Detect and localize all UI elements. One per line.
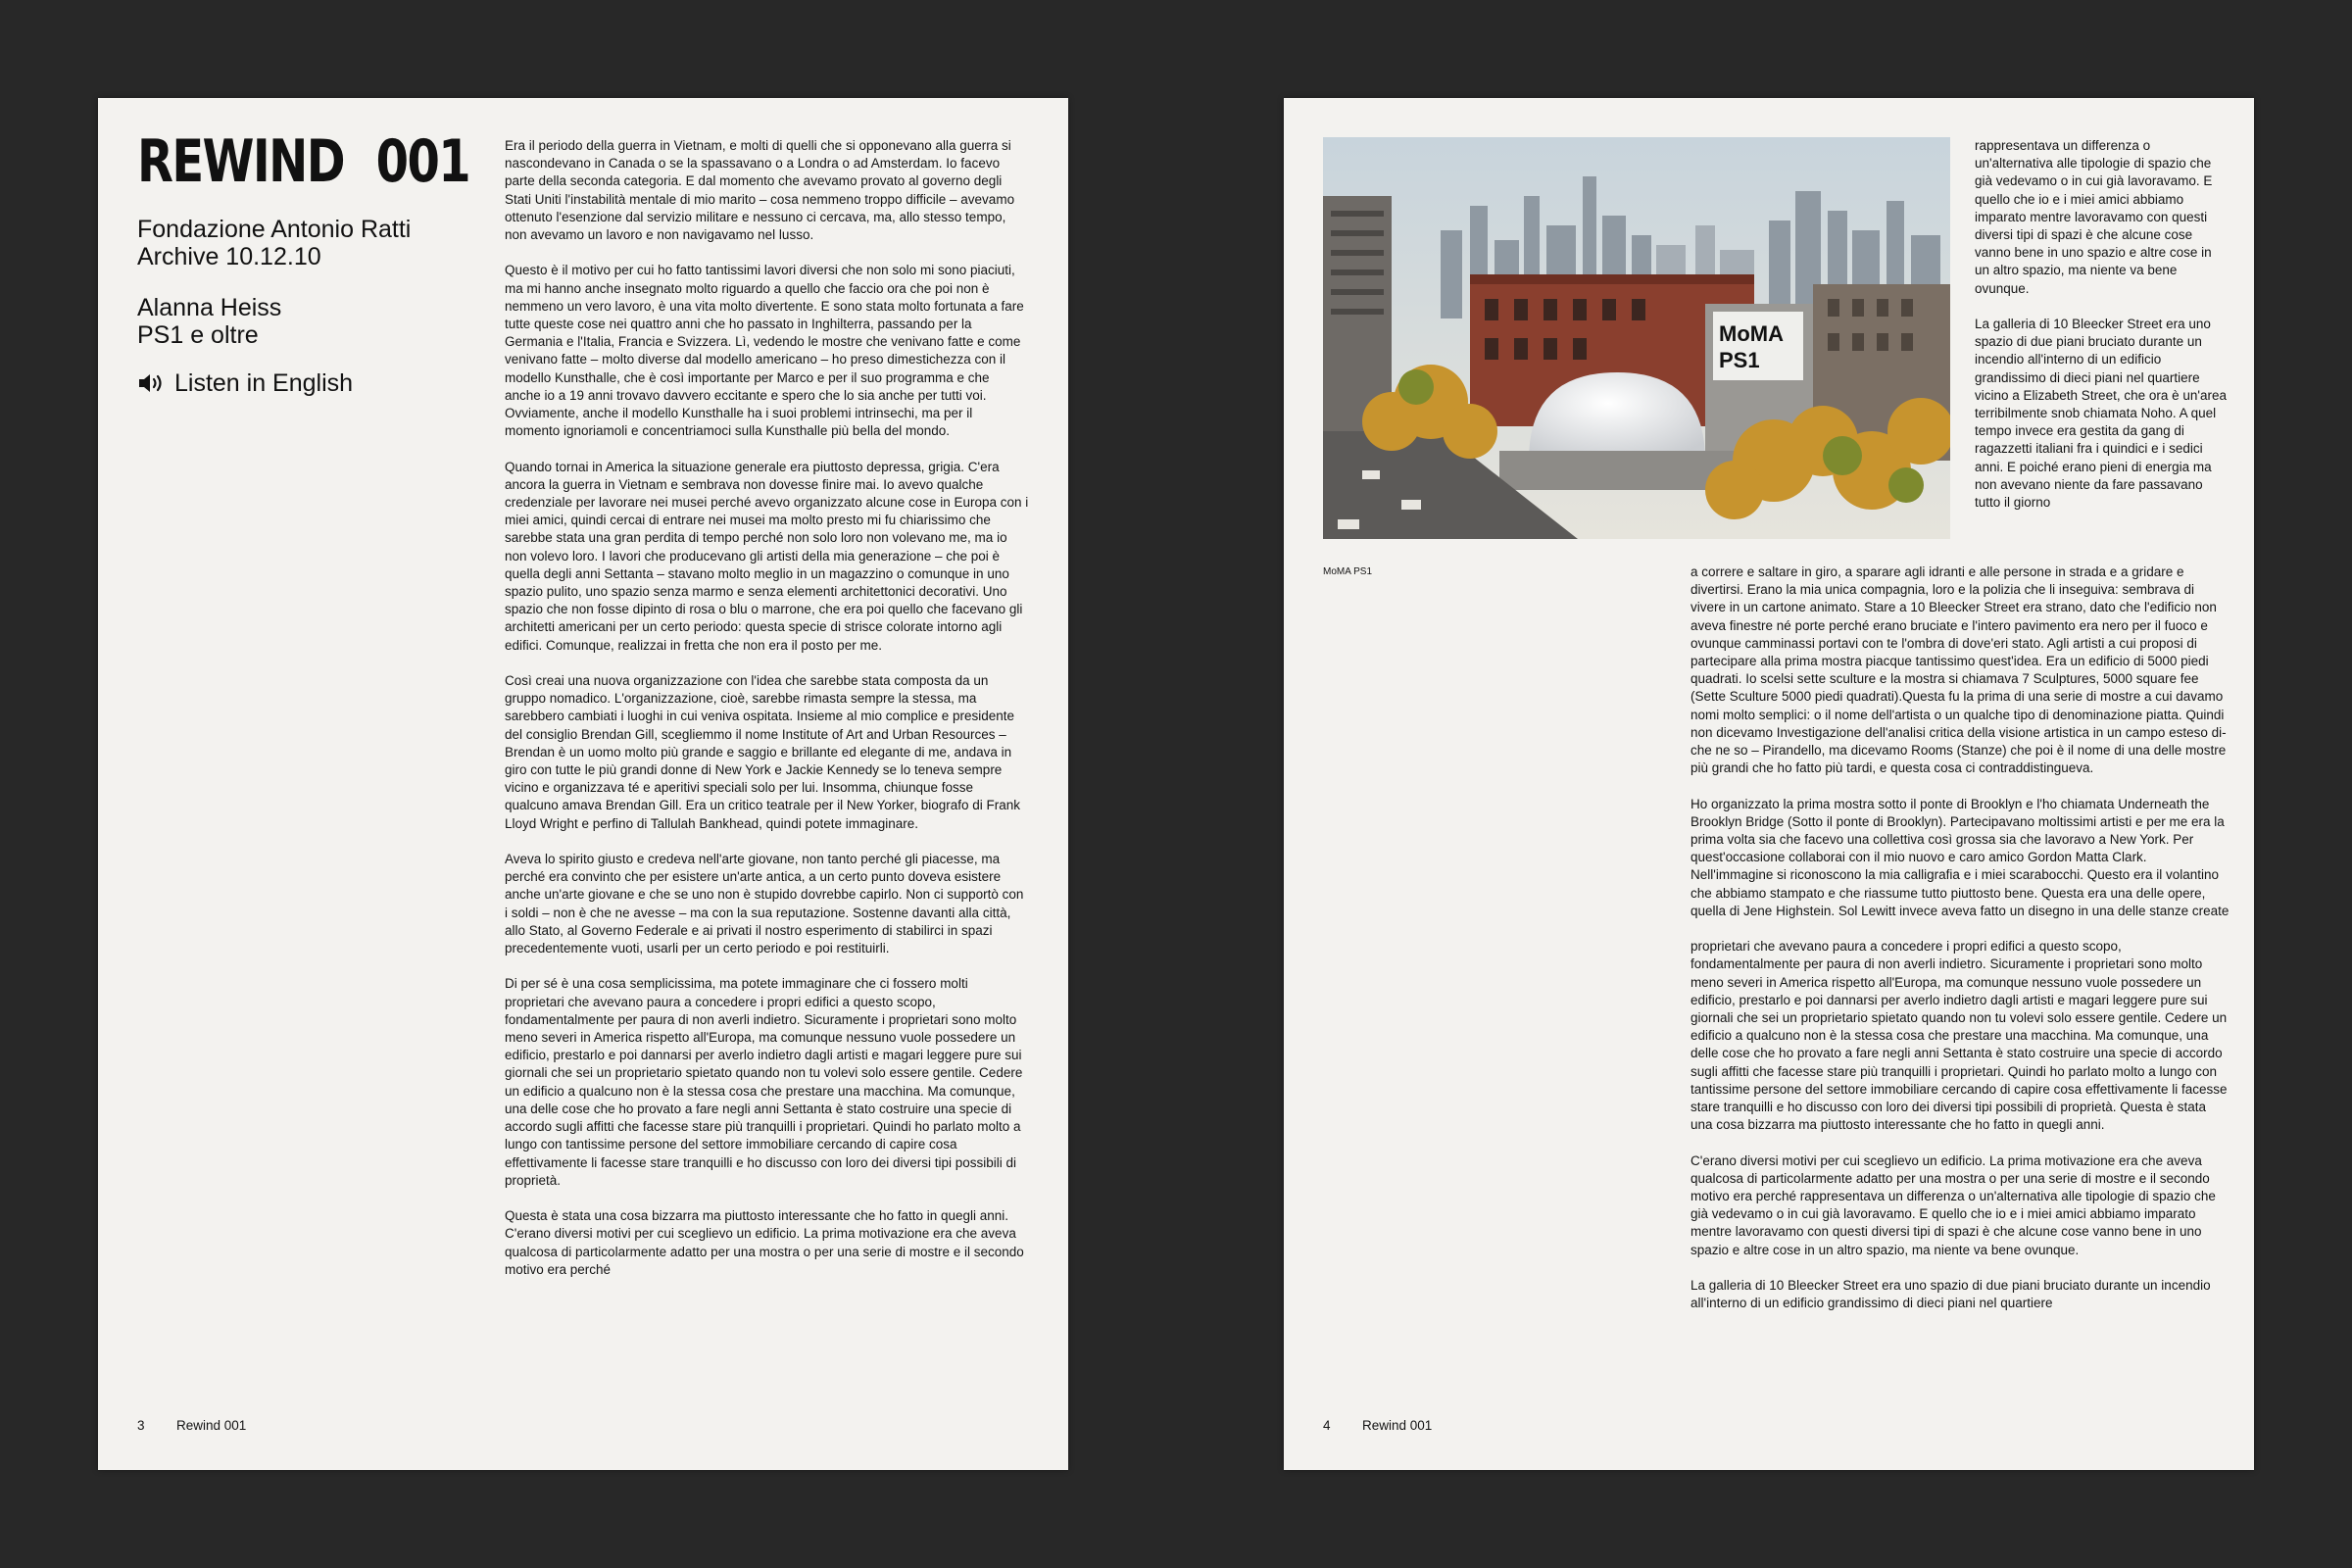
archive-date: Archive 10.12.10 — [137, 243, 321, 270]
body-paragraph: Questo è il motivo per cui ho fatto tantissimi lavori diversi che non solo mi sono piaciuti, ma mi hanno anche insegnato molto riguardo a quello che faccio ora che poi non è nemmeno un vero lavoro, è una vita molto divertente. E sono stata molto fortunata a fare tutte queste cose nei quattro anni che ho passato in Inghilterra, passando per la Germania e l'Italia, Francia e Svizzera. Lì, vedendo le mostre che venivano fatte e come venivano fatte – molto diverse dal modello americano – ho preso dimestichezza con il modello Kunsthalle, che è così importante per Marco e per il suo programma e che anche io a 19 anni trovavo davvero eccitante e spero che lo sia anche per tutti voi. Ovviamente, anche il modello Kunsthalle ha i suoi problemi intrinsechi, ma per il momento ignoriamoli e concentriamoci sulla Kunsthalle più bella del mondo. — [505, 263, 1024, 439]
moma-ps1-illustration — [1323, 137, 1950, 539]
talk-title: PS1 e oltre — [137, 321, 259, 349]
body-paragraph: Questa è stata una cosa bizzarra ma piuttosto interessante che ho fatto in quegli anni. C'erano diversi motivi per cui sceglievo un edificio. La prima motivazione era che aveva qualcosa di particolarmente adatto per una mostra o per una serie di mostre e il secondo motivo era perché — [505, 1208, 1024, 1277]
body-paragraph: Quando tornai in America la situazione generale era piuttosto depressa, grigia. C'era ancora la guerra in Vietnam e sembrava non dovesse finire mai. Io avevo qualche credenziale per lavorare nei musei perché avevo organizzato alcune cose in Europa con i miei amici, quindi cercai di entrare nei musei ma molto presto mi fu chiarissimo che sarebbe stata una gran perdita di tempo perché non solo loro non volevano me, ma io non volevo loro. I lavori che producevano gli artisti della mia generazione – che poi è quella degli anni Settanta – stavano molto meglio in un magazzino o comunque in uno spazio pulito, uno spazio senza marmo e senza elementi architettonici decorativi. Uno spazio che non fosse dipinto di rosa o blu o marrone, che era poi quello che facevano gli architetti americani per un certo periodo: questa specie di strisce colorate intorno agli edifici. Comunque, realizzai in fretta che non era il posto per me. — [505, 459, 1029, 653]
left-page — [98, 98, 1068, 1470]
body-paragraph: proprietari che avevano paura a concedere i propri edifici a questo scopo, fondamentalmente per paura di non averli indietro. Sicuramente i proprietari sono molto meno severi in America rispetto all'Europa, ma comunque nessuno vuole possedere un edificio, prestarlo e poi dannarsi per averlo indietro dagli artisti e magari leggere pure sui giornali che sei un proprietario spietato quando non tu volevi solo essere gentile. Cedere un edificio a qualcuno non è la stessa cosa che prestare una macchina. Ma comunque, una delle cose che ho provato a fare negli anni Settanta è stato costruire una specie di accordo sugli affitti che facesse stare più tranquilli i proprietari. Quindi ho parlato molto a lungo con tantissime persone del settore immobiliare cercando di capire cosa effettivamente li facesse stare tranquilli e ho discusso con loro dei diversi tipi possibili di proprietà. Questa è stata una cosa bizzarra ma piuttosto interessante che ho fatto in quegli anni. — [1690, 939, 2228, 1133]
running-title: Rewind 001 — [176, 1418, 247, 1433]
moma-ps1-photo — [1323, 137, 1950, 539]
photo-caption: MoMA PS1 — [1323, 566, 1373, 577]
body-paragraph: Così creai una nuova organizzazione con l'idea che sarebbe stata composta da un gruppo nomadico. L'organizzazione, cioè, sarebbe rimasta sempre la stessa, ma sarebbero cambiati i luoghi in cui veniva ospitata. Insieme al mio complice e presidente del consiglio Brendan Gill, scegliemmo il nome Institute of Art and Urban Resources – Brendan è un uomo molto più grande e saggio e brillante ed elegante di me, andava in giro con tutte le più grandi donne di New York e Jackie Kennedy se lo teneva sempre vicino e organizzava té e aperitivi speciali solo per lui. Insomma, chiunque fosse qualcuno amava Brendan Gill. Era un critico teatrale per il New Yorker, biografo di Frank Lloyd Wright e perfino di Tallulah Bankhead, quindi potete immaginare. — [505, 673, 1021, 831]
body-paragraph: Di per sé è una cosa semplicissima, ma potete immaginare che ci fossero molti proprietari che avevano paura a concedere i propri edifici a questo scopo, fondamentalmente per paura di non averli indietro. Sicuramente i proprietari sono molto meno severi in America rispetto all'Europa, ma comunque nessuno vuole possedere un edificio, prestarlo e poi dannarsi per averlo indietro dagli artisti e magari leggere pure sui giornali che sei un proprietario spietato quando non tu volevi solo essere gentile. Cedere un edificio a qualcuno non è la stessa cosa che prestare una macchina. Ma comunque, una delle cose che ho provato a fare negli anni Settanta è stato costruire una specie di accordo sugli affitti che facesse stare più tranquilli i proprietari. Quindi ho parlato molto a lungo con tantissime persone del settore immobiliare cercando di capire cosa effettivamente li facesse stare tranquilli e ho discusso con loro dei diversi tipi possibili di proprietà. — [505, 976, 1023, 1188]
right-body-column — [1690, 564, 2230, 1426]
body-paragraph: Aveva lo spirito giusto e credeva nell'arte giovane, non tanto perché gli piacesse, ma perché era convinto che per esistere un'arte antica, a un certo punto doveva esistere anche un'arte giovane e che se uno non è stupido dovrebbe capirlo. Non ci supportò con i soldi – non è che ne avesse – ma con la sua reputazione. Sostenne davanti alla città, allo Stato, al Governo Federale e ai privati il nostro esperimento di stabilirci in spazi precedentemente vuoti, usarli per un certo periodo e poi restituirli. — [505, 852, 1024, 956]
left-body-column — [505, 137, 1029, 1421]
running-title: Rewind 001 — [1362, 1418, 1433, 1433]
sign-moma: MoMA — [1719, 321, 1784, 346]
narrow-body-column — [1975, 137, 2230, 564]
body-paragraph: rappresentava un differenza o un'alternativa alle tipologie di spazio che già vedevamo o in cui già lavoravamo. E quello che io e i miei amici abbiamo imparato mentre lavoravamo con questi diversi tipi di spazi è che alcune cose vanno bene in uno spazio e altre cose in un altro spazio, ma niente va bene ovunque. — [1975, 138, 2213, 296]
body-paragraph: Era il periodo della guerra in Vietnam, e molti di quelli che si opponevano alla guerra si nascondevano in Canada o se la spassavano o a Londra o ad Amsterdam. Io facevo parte della seconda categoria. E dal momento che avevamo provato al governo degli Stati Uniti l'instabilità mentale di mio marito – cosa nemmeno troppo difficile – avevamo ottenuto l'esenzione dal servizio militare e nessuno ci cercava, ma, allo stesso tempo, non avevamo un lavoro e non navigavamo nel lusso. — [505, 138, 1015, 243]
body-paragraph: C'erano diversi motivi per cui sceglievo un edificio. La prima motivazione era che aveva qualcosa di particolarmente adatto per una mostra o per una serie di mostre e il secondo motivo era perché rappresentava un differenza o un'alternativa alle tipologie di spazio che già vedevamo o in cui già lavoravamo. E quello che io e i miei amici abbiamo imparato mentre lavoravamo con questi diversi tipi di spazi è che alcune cose vanno bene in uno spazio e altre cose in un altro spazio, ma niente va bene ovunque. — [1690, 1152, 2216, 1257]
author-info — [137, 294, 281, 349]
body-paragraph: La galleria di 10 Bleecker Street era uno spazio di due piani bruciato durante un incendio all'interno di un edificio grandissimo di dieci piani nel quartiere vicino a Elizabeth Street, che ora è un'area terribilmente snob chiamata Noho. A quel tempo invece era gestita da gang di ragazzetti italiani fra i quindici e i sedici anni. E poiché erano pieni di energia ma non avevano niente da fare passavano tutto il giorno — [1975, 317, 2227, 511]
archive-foundation: Fondazione Antonio Ratti — [137, 216, 412, 243]
listen-in-english-link[interactable] — [137, 369, 353, 397]
body-paragraph: La galleria di 10 Bleecker Street era uno spazio di due piani bruciato durante un incendio all'interno di un edificio grandissimo di dieci piani nel quartiere — [1690, 1278, 2211, 1311]
page-number: 3 — [137, 1418, 145, 1433]
archive-info — [137, 216, 411, 270]
listen-label: Listen in English — [174, 369, 354, 397]
page-number: 4 — [1323, 1418, 1331, 1433]
body-paragraph: a correre e saltare in giro, a sparare agli idranti e alle persone in strada e a gridare e divertirsi. Erano la mia unica compagnia, loro e la polizia che li inseguiva: sembrava di vivere in un cartone animato. Stare a 10 Bleecker Street era strano, dato che l'edificio non aveva finestre né porte perché erano bruciate e l'intero pavimento era nero per il fuoco e ovunque camminassi portavi con te l'ombra di dove'eri stato. Agli artisti a cui proposi di partecipare alla prima mostra piacque tantissimo quest'idea. Era un edificio di 5000 piedi quadrati. Io scelsi sette sculture e la mostra si chiamava 7 Sculptures, 5000 square fee (Sette Sculture 5000 piedi quadrati).Questa fu la prima di una serie di mostre a cui davamo nomi molto semplici: o il nome dell'artista o un qualche tipo di denominazione piatta. Quindi non dicevamo Investigazione dell'analisi critica della visione artistica in un campo esteso di- che ne so – Pirandello, ma dicevamo Rooms (Stanze) che poi è il nome di una delle mostre più grandi che ho fatto più tardi, e questa cosa ci contraddistingueva. — [1690, 564, 2227, 776]
speaker-icon — [137, 371, 167, 395]
sign-ps1: PS1 — [1719, 348, 1760, 372]
masthead-title: REWIND 001 — [137, 127, 470, 196]
author-name: Alanna Heiss — [137, 294, 282, 321]
right-page — [1284, 98, 2254, 1470]
body-paragraph: Ho organizzato la prima mostra sotto il ponte di Brooklyn e l'ho chiamata Underneath the Brooklyn Bridge (Sotto il ponte di Brooklyn). Partecipavano moltissimi artisti e per me era la prima volta sia che facevo una collettiva così grossa sia che lavoravo a New York. Per quest'occasione collaborai con il mio nuovo e caro amico Gordon Matta Clark. Nell'immagine si riconoscono la mia calligrafia e i miei scarabocchi. Questo era il volantino che abbiamo stampato e che riassume tutto piuttosto bene. Questa era una delle opere, quella di Jene Highstein. Sol Lewitt invece aveva fatto un disegno in una delle stanze create — [1690, 796, 2230, 918]
